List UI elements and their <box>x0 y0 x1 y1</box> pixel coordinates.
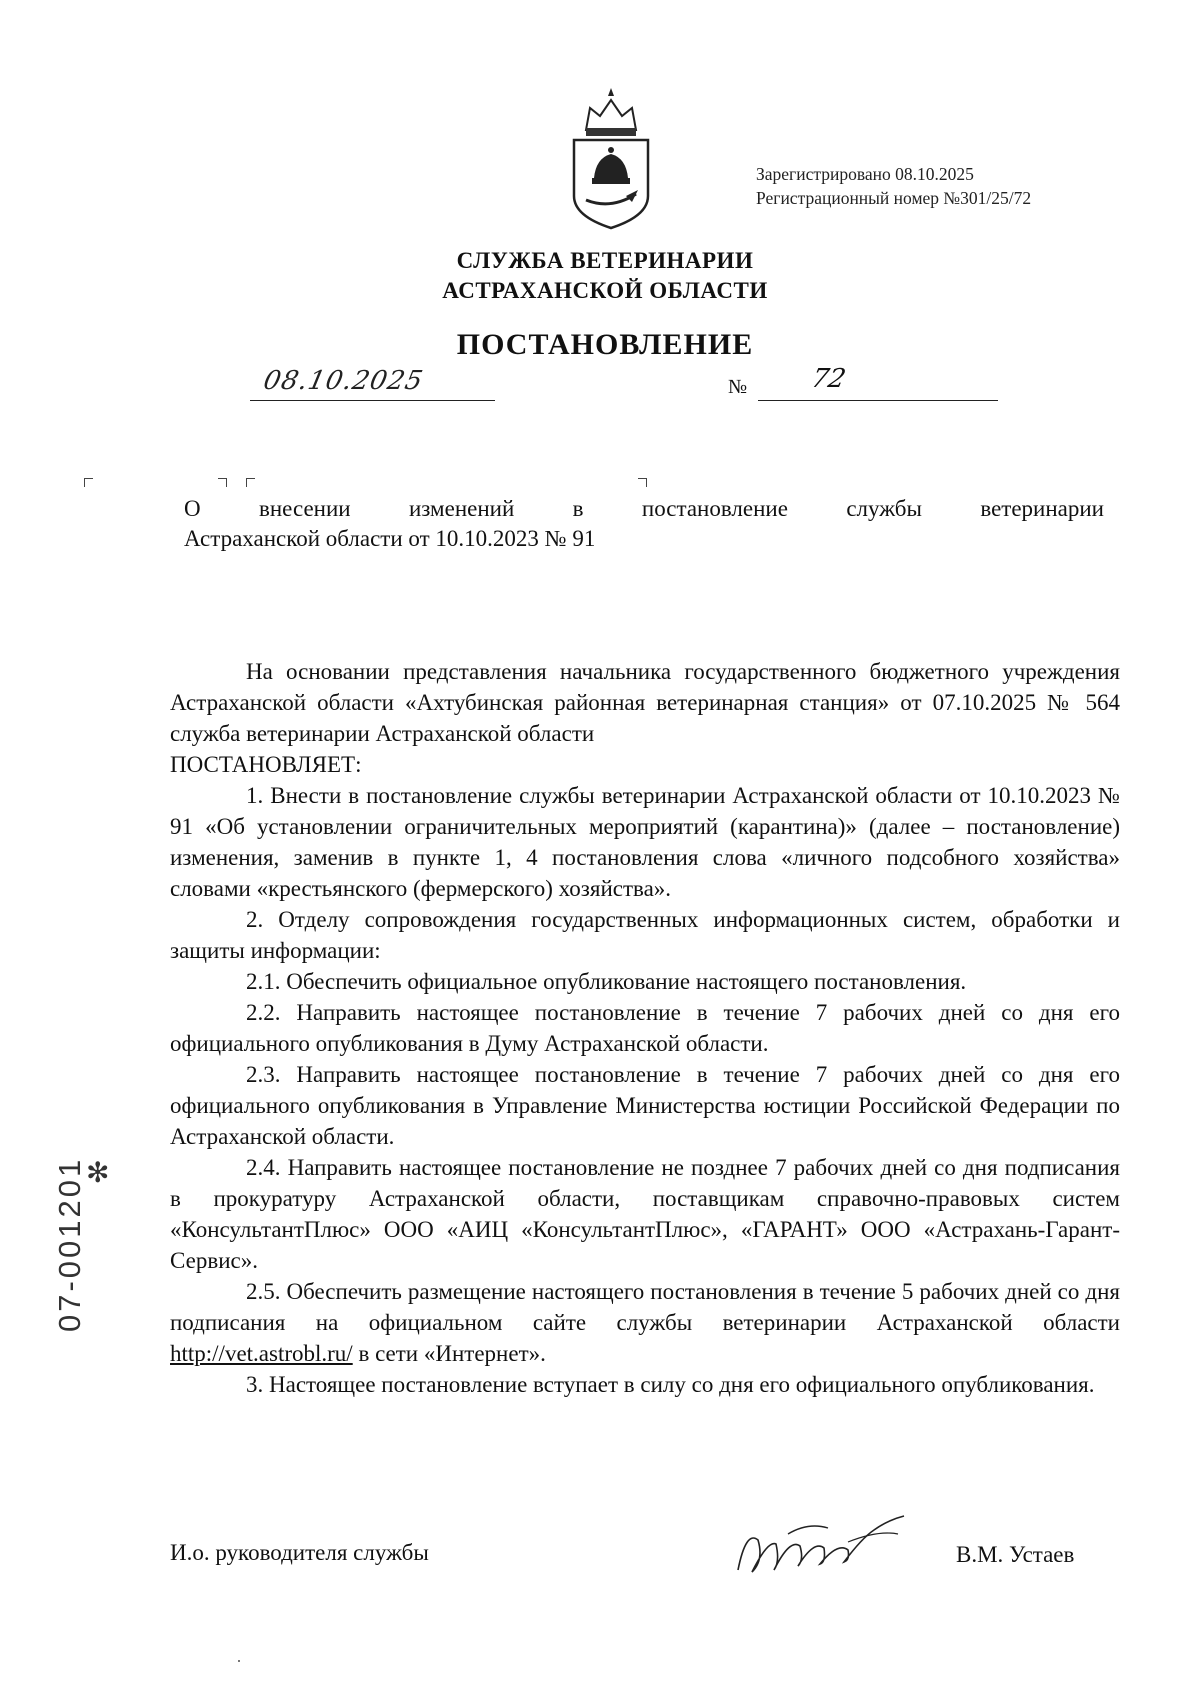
clause-2-5-text: 2.5. Обеспечить размещение настоящего постановления в течение 5 рабочих дней со дня подписания на официальном сайте службы ветеринарии Астраханской области <box>170 1279 1120 1335</box>
clause-2-2: 2.2. Направить настоящее постановление в течение 7 рабочих дней со дня его официального опубликования в Думу Астраханской области. <box>170 1000 1120 1056</box>
clause-2-1: 2.1. Обеспечить официальное опубликование настоящего постановления. <box>246 969 967 994</box>
coat-of-arms-emblem <box>566 86 656 234</box>
registration-date: Зарегистрировано 08.10.2025 <box>756 164 974 184</box>
document-date: 08.10.2025 <box>260 366 427 396</box>
document-type-title: ПОСТАНОВЛЕНИЕ <box>456 328 754 361</box>
organization-line-1: СЛУЖБА ВЕТЕРИНАРИИ <box>456 248 754 273</box>
corner-mark <box>638 478 647 487</box>
scan-speck <box>238 1660 240 1662</box>
side-star-mark: ✻ <box>86 1156 110 1189</box>
clause-2-5-tail: в сети «Интернет». <box>358 1341 546 1366</box>
corner-mark <box>84 478 93 487</box>
corner-mark <box>246 478 255 487</box>
clause-2: 2. Отделу сопровождения государственных информационных систем, обработки и защиты информации: <box>170 907 1120 963</box>
website-link[interactable]: http://vet.astrobl.ru/ <box>170 1341 353 1366</box>
registration-note <box>756 162 1031 210</box>
signatory-name: В.М. Устаев <box>956 1542 1075 1567</box>
preamble-paragraph: На основании представления начальника государственного бюджетного учреждения Астраханской области «Ахтубинская районная ветеринарная станция» от 07.10.2025 № 564 служба ветеринарии Астраханской области <box>170 659 1120 746</box>
subject-line-1: О внесении изменений в постановление службы ветеринарии <box>184 496 1104 521</box>
organization-line-2: АСТРАХАНСКОЙ ОБЛАСТИ <box>442 278 768 303</box>
corner-mark <box>218 478 227 487</box>
handwritten-signature <box>728 1500 918 1590</box>
number-underline <box>758 376 998 401</box>
subject-line-2: Астраханской области от 10.10.2023 № 91 <box>184 526 596 551</box>
document-body <box>170 656 1120 1400</box>
organization-name <box>0 246 1200 306</box>
clause-1: 1. Внести в постановление службы ветеринарии Астраханской области от 10.10.2023 № 91 «Об установлении ограничительных мероприятий (карантина)» (далее – постановление) изменения, заменив в пункте 1, 4 постановления слова «личного подсобного хозяйства» словами «крестьянского (фермерского) хозяйства». <box>170 783 1120 901</box>
clause-2-5 <box>170 1276 1120 1369</box>
document-number: 72 <box>808 364 849 394</box>
resolves-heading: ПОСТАНОВЛЯЕТ: <box>170 752 362 777</box>
signatory-position: И.о. руководителя службы <box>170 1540 429 1565</box>
side-registration-number: 07-001201 <box>52 1156 87 1332</box>
number-label: № <box>728 376 748 398</box>
registration-number: Регистрационный номер №301/25/72 <box>756 188 1032 208</box>
clause-2-3: 2.3. Направить настоящее постановление в течение 7 рабочих дней со дня его официального опубликования в Управление Министерства юстиции Российской Федерации по Астраханской области. <box>170 1062 1120 1149</box>
clause-3: 3. Настоящее постановление вступает в силу со дня его официального опубликования. <box>246 1372 1095 1397</box>
clause-2-4: 2.4. Направить настоящее постановление не позднее 7 рабочих дней со дня подписания в прокуратуру Астраханской области, поставщикам справочно-правовых систем «КонсультантПлюс» ООО «АИЦ «КонсультантПлюс», «ГАРАНТ» ООО «Астрахань-Гарант-Сервис». <box>170 1155 1120 1273</box>
